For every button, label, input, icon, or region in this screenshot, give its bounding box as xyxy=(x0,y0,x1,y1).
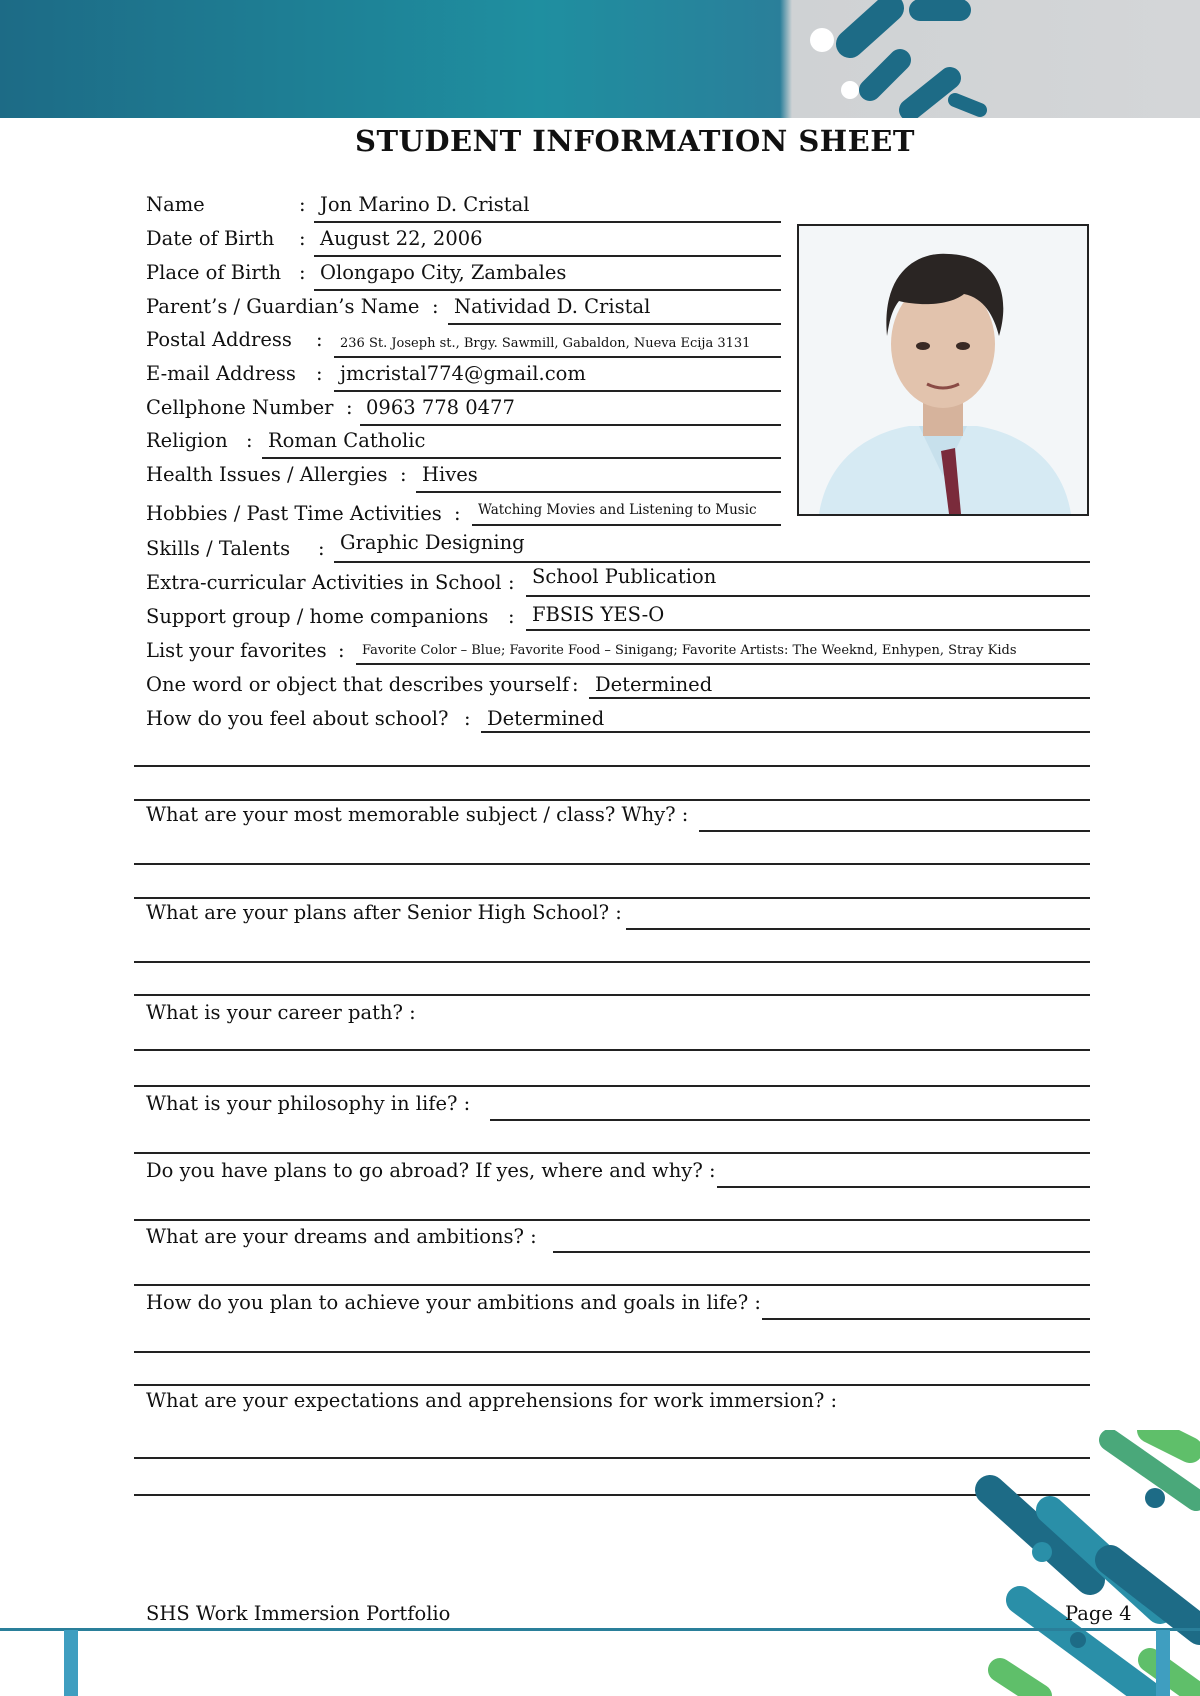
answer-line[interactable] xyxy=(134,1494,1090,1496)
field-colon: : xyxy=(316,362,323,385)
field-colon: : xyxy=(454,502,461,525)
field-hobbies xyxy=(146,496,781,526)
field-guardian xyxy=(146,295,781,325)
footer-right-bar xyxy=(1156,1630,1170,1696)
health-value-field[interactable]: Hives xyxy=(416,463,781,493)
answer-line[interactable] xyxy=(134,1152,1090,1154)
answer-line[interactable] xyxy=(134,765,1090,767)
field-oneword xyxy=(146,669,1090,699)
field-colon: : xyxy=(508,605,515,628)
answer-line[interactable] xyxy=(134,897,1090,899)
pob-value-field[interactable]: Olongapo City, Zambales xyxy=(314,261,781,291)
cell-value-field[interactable]: 0963 778 0477 xyxy=(360,396,781,426)
postal-value-field[interactable]: 236 St. Joseph st., Brgy. Sawmill, Gabaldon, Nueva Ecija 3131 xyxy=(334,328,781,358)
dob-value-field[interactable]: August 22, 2006 xyxy=(314,227,781,257)
page-title: STUDENT INFORMATION SHEET xyxy=(355,124,915,158)
field-label: Name xyxy=(146,193,205,216)
field-colon: : xyxy=(508,571,515,594)
question-achieve: How do you plan to achieve your ambitions and goals in life? : xyxy=(146,1291,761,1314)
field-colon: : xyxy=(432,295,439,318)
field-colon: : xyxy=(318,537,325,560)
field-health xyxy=(146,463,781,493)
field-cell xyxy=(146,396,781,426)
field-colon: : xyxy=(299,261,306,284)
field-label: Extra-curricular Activities in School xyxy=(146,571,502,594)
answer-line[interactable] xyxy=(134,1219,1090,1221)
question-expectations: What are your expectations and apprehensions for work immersion? : xyxy=(146,1389,838,1412)
skills-value-field[interactable]: Graphic Designing xyxy=(334,533,1090,563)
student-photo xyxy=(797,224,1089,516)
religion-value-field[interactable]: Roman Catholic xyxy=(262,429,781,459)
field-dob xyxy=(146,227,781,257)
field-label: Skills / Talents xyxy=(146,537,291,560)
field-postal xyxy=(146,328,781,358)
name-value-field[interactable]: Jon Marino D. Cristal xyxy=(314,193,781,223)
answer-line[interactable] xyxy=(134,863,1090,865)
field-label: Date of Birth xyxy=(146,227,275,250)
field-label: Hobbies / Past Time Activities xyxy=(146,502,442,525)
answer-line[interactable] xyxy=(762,1318,1090,1320)
guardian-value-field[interactable]: Natividad D. Cristal xyxy=(448,295,781,325)
question-career: What is your career path? : xyxy=(146,1001,416,1024)
field-label: One word or object that describes yourself xyxy=(146,673,570,696)
favorites-value-field[interactable]: Favorite Color – Blue; Favorite Food – Sinigang; Favorite Artists: The Weeknd, Enhypen, Stray Kids xyxy=(356,635,1090,665)
answer-line[interactable] xyxy=(626,928,1090,930)
footer-page-number: Page 4 xyxy=(1065,1602,1132,1625)
field-colon: : xyxy=(316,328,323,351)
answer-line[interactable] xyxy=(134,1351,1090,1353)
footer-left-bar xyxy=(64,1630,78,1696)
field-label: Cellphone Number xyxy=(146,396,334,419)
feel-value-field[interactable]: Determined xyxy=(481,703,1090,733)
field-label: Parent’s / Guardian’s Name xyxy=(146,295,420,318)
answer-line[interactable] xyxy=(553,1251,1090,1253)
email-value-field[interactable]: jmcristal774@gmail.com xyxy=(334,362,781,392)
answer-line[interactable] xyxy=(134,994,1090,996)
hobbies-value-field[interactable]: Watching Movies and Listening to Music xyxy=(472,496,781,526)
field-colon: : xyxy=(299,193,306,216)
answer-line[interactable] xyxy=(134,1457,1090,1459)
field-name xyxy=(146,193,781,223)
field-label: Postal Address xyxy=(146,328,292,351)
field-colon: : xyxy=(338,639,345,662)
extra-value-field[interactable]: School Publication xyxy=(526,567,1090,597)
header-band xyxy=(0,0,1200,118)
field-religion xyxy=(146,429,781,459)
field-extra xyxy=(146,567,1090,597)
field-label: Support group / home companions xyxy=(146,605,489,628)
question-dreams: What are your dreams and ambitions? : xyxy=(146,1225,537,1248)
question-philosophy: What is your philosophy in life? : xyxy=(146,1092,471,1115)
field-support xyxy=(146,601,1090,631)
support-value-field[interactable]: FBSIS YES-O xyxy=(526,601,1090,631)
answer-line[interactable] xyxy=(134,799,1090,801)
field-label: How do you feel about school? xyxy=(146,707,449,730)
answer-line[interactable] xyxy=(134,961,1090,963)
field-colon: : xyxy=(346,396,353,419)
field-pob xyxy=(146,261,781,291)
field-feel xyxy=(146,703,1090,733)
field-favorites xyxy=(146,635,1090,665)
header-brush-decoration xyxy=(780,0,1000,118)
answer-line[interactable] xyxy=(490,1119,1090,1121)
field-colon: : xyxy=(246,429,253,452)
answer-line[interactable] xyxy=(134,1284,1090,1286)
answer-line[interactable] xyxy=(134,1384,1090,1386)
field-label: List your favorites xyxy=(146,639,327,662)
field-label: Religion xyxy=(146,429,228,452)
question-abroad: Do you have plans to go abroad? If yes, where and why? : xyxy=(146,1159,716,1182)
field-label: E-mail Address xyxy=(146,362,296,385)
field-colon: : xyxy=(299,227,306,250)
footer-left-text: SHS Work Immersion Portfolio xyxy=(146,1602,451,1625)
answer-line[interactable] xyxy=(134,1085,1090,1087)
field-colon: : xyxy=(464,707,471,730)
field-email xyxy=(146,362,781,392)
field-skills xyxy=(146,533,1090,563)
field-label: Health Issues / Allergies xyxy=(146,463,388,486)
field-colon: : xyxy=(572,673,579,696)
footer-rule xyxy=(0,1628,1200,1631)
field-label: Place of Birth xyxy=(146,261,282,284)
field-colon: : xyxy=(400,463,407,486)
oneword-value-field[interactable]: Determined xyxy=(589,669,1090,699)
answer-line[interactable] xyxy=(699,830,1090,832)
answer-line[interactable] xyxy=(134,1049,1090,1051)
answer-line[interactable] xyxy=(717,1186,1090,1188)
student-portrait-image xyxy=(799,226,1087,514)
question-plans: What are your plans after Senior High School? : xyxy=(146,901,622,924)
question-memorable: What are your most memorable subject / class? Why? : xyxy=(146,803,689,826)
